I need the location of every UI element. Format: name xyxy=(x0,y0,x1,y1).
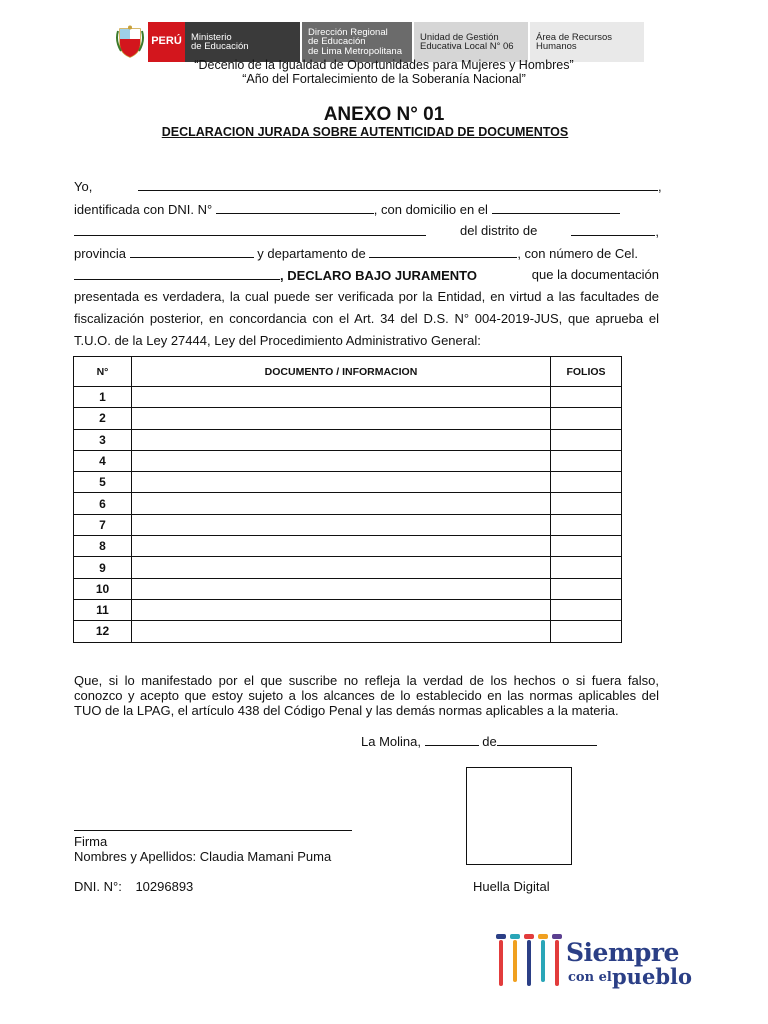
table-row xyxy=(74,493,622,514)
peru-brand-segment xyxy=(148,22,185,62)
folios-cell[interactable] xyxy=(551,387,622,408)
line-distrito: del distrito de , xyxy=(74,223,659,240)
documento-cell[interactable] xyxy=(132,514,551,535)
signature-line[interactable] xyxy=(74,830,352,831)
ugel-line-1: Unidad de Gestión xyxy=(420,31,499,43)
folios-cell[interactable] xyxy=(551,578,622,599)
table-header-row xyxy=(74,357,622,387)
line-yo: Yo, , xyxy=(74,179,662,194)
table-row xyxy=(74,387,622,408)
folios-cell[interactable] xyxy=(551,408,622,429)
logo-pueblo: pueblo xyxy=(612,964,692,989)
nombres-label: Nombres y Apellidos: Claudia Mamani Puma xyxy=(74,849,332,864)
distrito-label: del distrito de xyxy=(460,223,538,238)
header-documento: DOCUMENTO / INFORMACION xyxy=(132,357,551,387)
motto-year: “Año del Fortalecimiento de la Soberanía Nacional” xyxy=(242,72,526,86)
folios-cell[interactable] xyxy=(551,429,622,450)
documento-cell[interactable] xyxy=(132,493,551,514)
page-subtitle: DECLARACION JURADA SOBRE AUTENTICIDAD DE DOCUMENTOS xyxy=(161,125,569,139)
dni-label: identificada con DNI. N° xyxy=(74,202,213,217)
folios-cell[interactable] xyxy=(551,599,622,620)
table-row xyxy=(74,514,622,535)
ugel-line-2: Educativa Local N° 06 xyxy=(420,41,514,52)
line-declaro xyxy=(74,267,659,284)
dni-blank[interactable] xyxy=(216,201,374,214)
line-provincia xyxy=(74,245,659,262)
documento-cell[interactable] xyxy=(132,472,551,493)
colored-figures-icon xyxy=(496,934,562,986)
yo-label: Yo, xyxy=(74,179,93,194)
dre-line-3: de Lima Metropolitana xyxy=(308,45,402,57)
dni-signature-label: DNI. N°: xyxy=(74,879,122,894)
ministerio-segment xyxy=(185,22,300,62)
dre-line-2: de Educación xyxy=(308,36,366,48)
folios-cell[interactable] xyxy=(551,472,622,493)
distrito-blank[interactable] xyxy=(571,223,655,236)
domicilio-label: , con domicilio en el xyxy=(373,202,488,217)
row-number: 12 xyxy=(74,621,132,642)
provincia-blank[interactable] xyxy=(130,245,254,258)
folios-cell[interactable] xyxy=(551,557,622,578)
area-segment xyxy=(530,22,644,62)
logo-con-el: con el xyxy=(568,970,612,985)
institutional-logo-bar xyxy=(112,22,654,62)
firma-label: Firma xyxy=(74,834,108,849)
table-row xyxy=(74,472,622,493)
departamento-label: y departamento de xyxy=(257,246,366,261)
table-row xyxy=(74,557,622,578)
celular-blank[interactable] xyxy=(74,267,280,280)
documento-cell[interactable] xyxy=(132,621,551,642)
folios-cell[interactable] xyxy=(551,450,622,471)
documento-cell[interactable] xyxy=(132,429,551,450)
row-number: 6 xyxy=(74,493,132,514)
row-number: 7 xyxy=(74,514,132,535)
ministerio-line-2: de Educación xyxy=(191,41,249,52)
row-number: 4 xyxy=(74,450,132,471)
day-blank[interactable] xyxy=(425,733,479,746)
table-row xyxy=(74,408,622,429)
closing-line-3: TUO de la LPAG, el artículo 438 del Código Penal y las demás normas aplicables a la materia. xyxy=(74,703,619,718)
motto-decade: “Decenio de la Igualdad de Oportunidades para Mujeres y Hombres” xyxy=(194,58,574,72)
place-label: La Molina, xyxy=(361,734,421,749)
dre-line-1: Dirección Regional xyxy=(308,26,388,38)
declaro-label: , DECLARO BAJO JURAMENTO xyxy=(280,268,477,283)
table-row xyxy=(74,621,622,642)
peru-label: PERÚ xyxy=(151,35,182,48)
documents-table xyxy=(73,356,622,643)
header-folios: FOLIOS xyxy=(551,357,622,387)
row-number: 3 xyxy=(74,429,132,450)
area-line-1: Área de Recursos xyxy=(536,31,613,43)
table-row xyxy=(74,450,622,471)
line-6: presentada es verdadera, la cual puede ser verificada por la Entidad, en virtud a las facultades de xyxy=(74,289,659,304)
line-8: T.U.O. de la Ley 27444, Ley del Procedimiento Administrativo General: xyxy=(74,333,481,348)
folios-cell[interactable] xyxy=(551,514,622,535)
row-number: 2 xyxy=(74,408,132,429)
documento-cell[interactable] xyxy=(132,536,551,557)
line-7: fiscalización posterior, en concordancia con el Art. 34 del D.S. N° 004-2019-JUS, que aprueba el xyxy=(74,311,659,326)
address-blank[interactable] xyxy=(74,223,426,236)
domicilio-blank[interactable] xyxy=(492,201,620,214)
ministerio-line-1: Ministerio xyxy=(191,31,232,43)
logo-siempre: Siempre xyxy=(566,938,679,967)
table-row xyxy=(74,599,622,620)
closing-line-1: Que, si lo manifestado por el que suscribe no refleja la verdad de los hechos o si fuera falso, xyxy=(74,673,659,688)
ugel-segment xyxy=(414,22,528,62)
documento-cell[interactable] xyxy=(132,450,551,471)
table-body xyxy=(74,387,622,643)
dni-value: 10296893 xyxy=(135,879,194,894)
table-row xyxy=(74,429,622,450)
folios-cell[interactable] xyxy=(551,536,622,557)
place-date xyxy=(361,733,621,750)
dre-segment xyxy=(302,22,412,62)
documento-cell[interactable] xyxy=(132,578,551,599)
name-blank[interactable] xyxy=(138,178,658,191)
row-number: 11 xyxy=(74,599,132,620)
row-number: 1 xyxy=(74,387,132,408)
folios-cell[interactable] xyxy=(551,493,622,514)
page-title: ANEXO N° 01 xyxy=(323,104,445,125)
peru-coat-of-arms-icon xyxy=(112,22,148,62)
documento-cell[interactable] xyxy=(132,599,551,620)
closing-line-2: conozco y acepto que estoy sujeto a los alcances de lo establecido en las normas aplicables del xyxy=(74,688,659,703)
header-num: N° xyxy=(74,357,132,387)
departamento-blank[interactable] xyxy=(369,245,517,258)
documento-cell[interactable] xyxy=(132,557,551,578)
de-label: de xyxy=(482,734,497,749)
documento-cell[interactable] xyxy=(132,408,551,429)
que-la-label: que la documentación xyxy=(531,267,659,282)
row-number: 8 xyxy=(74,536,132,557)
area-line-2: Humanos xyxy=(536,41,577,52)
huella-label: Huella Digital xyxy=(473,879,550,894)
line-dni xyxy=(74,201,659,218)
documento-cell[interactable] xyxy=(132,387,551,408)
row-number: 10 xyxy=(74,578,132,599)
row-number: 9 xyxy=(74,557,132,578)
folios-cell[interactable] xyxy=(551,621,622,642)
month-blank[interactable] xyxy=(497,733,597,746)
celular-label: , con número de Cel. xyxy=(517,246,638,261)
provincia-label: provincia xyxy=(74,246,127,261)
row-number: 5 xyxy=(74,472,132,493)
table-row xyxy=(74,578,622,599)
table-row xyxy=(74,536,622,557)
